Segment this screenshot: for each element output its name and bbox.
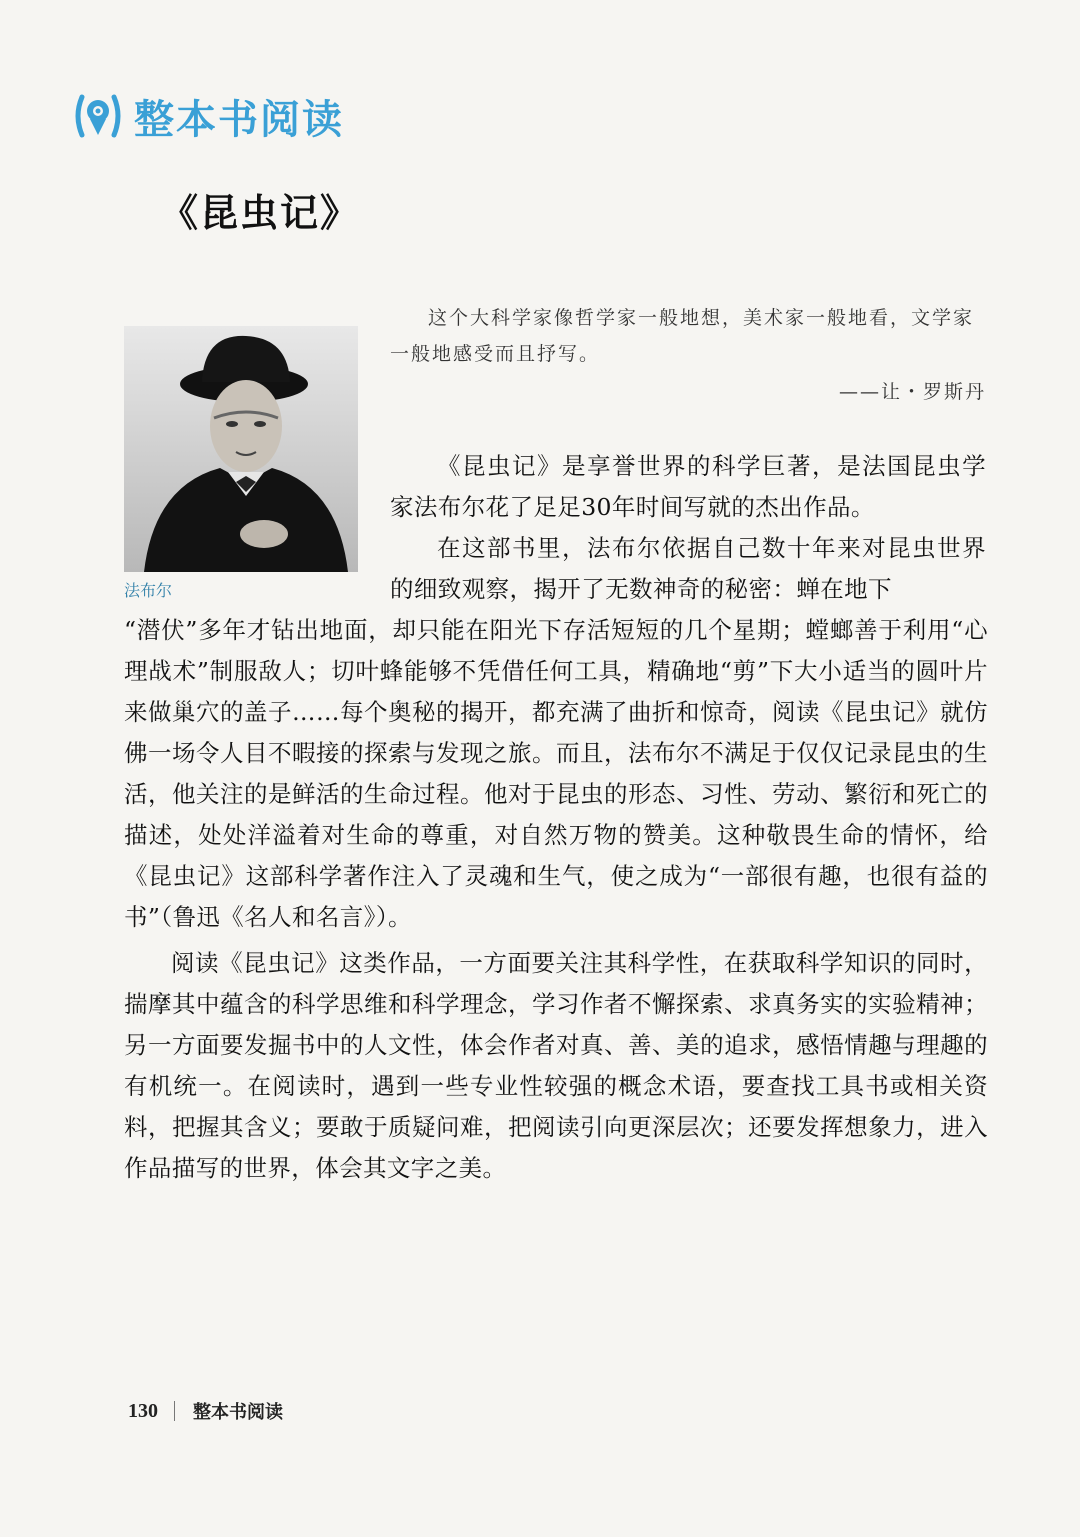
page-number: 130: [128, 1399, 158, 1422]
reading-guide-paragraph: [124, 943, 988, 1189]
section-title: 整本书阅读: [134, 96, 344, 143]
page-footer: [128, 1398, 283, 1424]
reading-guide-text: 阅读《昆虫记》这类作品，一方面要关注其科学性，在获取科学知识的同时，揣摩其中蕴含的科学思维和科学理念，学习作者不懈探索、求真务实的实验精神；另一方面要发掘书中的人文性，体会作者对真、善、美的追求，感悟情趣与理趣的有机统一。在阅读时，遇到一些专业性较强的概念术语，要查找工具书或相关资料，把握其含义；要敢于质疑问难，把阅读引向更深层次；还要发挥想象力，进入作品描写的世界，体会其文字之美。: [124, 949, 988, 1182]
intro-paragraph-2-continued: [124, 610, 988, 938]
intro-paragraphs: [390, 446, 986, 610]
portrait-caption: 法布尔: [124, 581, 173, 600]
quote-author: ——让・罗斯丹: [838, 381, 986, 403]
reading-badge-icon: [72, 91, 124, 141]
fabre-portrait-image: [124, 326, 358, 572]
book-title: 《昆虫记》: [160, 191, 361, 235]
footer-section-label: 整本书阅读: [193, 1402, 283, 1423]
epigraph-quote: [390, 300, 986, 410]
intro-paragraph-1: 《昆虫记》是享誉世界的科学巨著，是法国昆虫学家法布尔花了足足30年时间写就的杰出作品。: [390, 452, 986, 521]
intro-paragraph-2-rest: “潜伏”多年才钻出地面，却只能在阳光下存活短短的几个星期；螳螂善于利用“心理战术”制服敌人；切叶蜂能够不凭借任何工具，精确地“剪”下大小适当的圆叶片来做巢穴的盖子……每个奥秘的揭开，都充满了曲折和惊奇，阅读《昆虫记》就仿佛一场令人目不暇接的探索与发现之旅。而且，法布尔不满足于仅仅记录昆虫的生活，他关注的是鲜活的生命过程。他对于昆虫的形态、习性、劳动、繁衍和死亡的描述，处处洋溢着对生命的尊重，对自然万物的赞美。这种敬畏生命的情怀，给《昆虫记》这部科学著作注入了灵魂和生气，使之成为“一部很有趣，也很有益的书”（鲁迅《名人和名言》）。: [124, 616, 988, 931]
footer-divider: [174, 1401, 175, 1421]
section-header: [72, 88, 344, 144]
intro-paragraph-2-start: 在这部书里，法布尔依据自己数十年来对昆虫世界的细致观察，揭开了无数神奇的秘密：蝉在地下: [390, 534, 986, 603]
quote-text: 这个大科学家像哲学家一般地想，美术家一般地看，文学家一般地感受而且抒写。: [390, 307, 975, 365]
